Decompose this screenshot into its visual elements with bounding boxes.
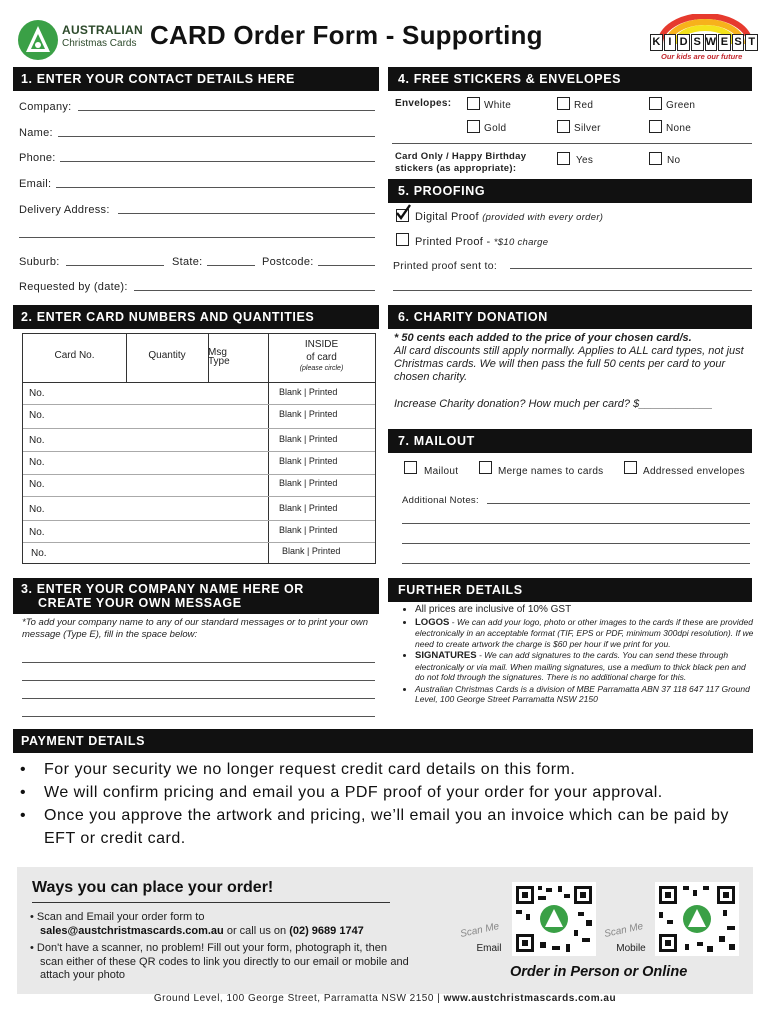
section-3-note: *To add your company name to any of our standard messages or to print your own message (Type E), fill in the space below: — [22, 617, 369, 640]
email-field[interactable] — [56, 187, 375, 188]
order-in-person-text: Order in Person or Online — [510, 964, 688, 980]
additional-notes-label: Additional Notes: — [402, 495, 479, 506]
stickers-label-1: Card Only / Happy Birthday — [395, 151, 527, 162]
scan-me-label: Scan Me — [459, 921, 501, 940]
charity-bold-line: * 50 cents each added to the price of your chosen card/s. — [394, 332, 692, 344]
col-type: Type — [208, 356, 230, 367]
postcode-label: Postcode: — [262, 256, 314, 268]
further-item: • Australian Christmas Cards is a division of MBE Parramatta ABN 37 118 647 117 Ground Level, 100 George Street Parramatta NSW 2150 — [415, 684, 755, 705]
further-item: • SIGNATURES - We can add signatures to the cards. You can send these through electronically or via mail. When mailing signatures, use a medium to thick black pen and do not fold through the signatures. There is no additional charge for this. — [415, 650, 755, 683]
kidswest-letter: W — [705, 34, 718, 51]
qr-mobile-label: Mobile — [616, 943, 646, 954]
digital-proof-text: Digital Proof — [415, 211, 479, 223]
section-2-header: 2. ENTER CARD NUMBERS AND QUANTITIES — [13, 305, 379, 329]
notes-line-2[interactable] — [402, 523, 750, 524]
requested-by-field[interactable] — [134, 290, 375, 291]
envelope-green-checkbox[interactable] — [649, 97, 662, 110]
kidswest-letter: S — [732, 34, 745, 51]
section-4-header: 4. FREE STICKERS & ENVELOPES — [388, 67, 752, 91]
ways-divider — [32, 902, 390, 903]
col-msg: Msg — [208, 347, 227, 358]
qr-email-label: Email — [476, 943, 502, 954]
col-card-no: Card No. — [54, 350, 95, 361]
qr-code-email-icon[interactable] — [512, 882, 596, 956]
envelope-green-label: Green — [666, 100, 696, 111]
row-inside-choice[interactable]: Blank | Printed — [279, 478, 338, 488]
logo-line-2: Christmas Cards — [62, 38, 137, 49]
section-1-header: 1. ENTER YOUR CONTACT DETAILS HERE — [13, 67, 379, 91]
proof-sent-to-field-2[interactable] — [393, 290, 752, 291]
addressed-envelopes-checkbox[interactable] — [624, 461, 637, 474]
message-line-3[interactable] — [22, 698, 375, 699]
stickers-label-2: stickers (as appropriate): — [395, 163, 517, 174]
payment-details-list — [20, 758, 750, 850]
kidswest-letter: D — [677, 34, 690, 51]
envelope-red-checkbox[interactable] — [557, 97, 570, 110]
requested-by-label: Requested by (date): — [19, 281, 128, 293]
row-label: No. — [29, 504, 45, 515]
row-inside-choice[interactable]: Blank | Printed — [279, 387, 338, 397]
page-title: CARD Order Form - Supporting — [150, 20, 543, 50]
stickers-yes-checkbox[interactable] — [557, 152, 570, 165]
stickers-yes-label: Yes — [576, 155, 594, 166]
company-logo-icon — [17, 19, 59, 61]
row-label: No. — [29, 479, 45, 490]
further-item: • LOGOS - We can add your logo, photo or other images to the cards if these are provided electronically in an acceptable format (TIF, EPS or PDF, minimum 300dpi resolution). If we need to create artwork the charge is $60 per hour if we print for you. — [415, 617, 755, 650]
printed-proof-label — [415, 236, 548, 248]
payment-item: • For your security we no longer request credit card details on this form. — [20, 761, 576, 778]
ways-title: Ways you can place your order! — [32, 879, 274, 896]
col-quantity: Quantity — [148, 350, 186, 361]
envelope-silver-checkbox[interactable] — [557, 120, 570, 133]
further-item: • All prices are inclusive of 10% GST — [415, 604, 755, 616]
kidswest-letter: E — [718, 34, 731, 51]
payment-details-header: PAYMENT DETAILS — [13, 729, 753, 753]
section-3-header — [13, 578, 379, 614]
notes-line-1[interactable] — [487, 503, 750, 504]
delivery-address-field[interactable] — [118, 213, 375, 214]
row-label: No. — [29, 410, 45, 421]
delivery-address-field-2[interactable] — [19, 237, 375, 238]
row-inside-choice[interactable]: Blank | Printed — [279, 456, 338, 466]
envelope-white-label: White — [484, 100, 512, 111]
website-link[interactable]: www.austchristmascards.com.au — [443, 993, 617, 1004]
col-inside-sub: of card — [306, 352, 337, 363]
footer — [0, 993, 770, 1004]
digital-proof-note: (provided with every order) — [482, 212, 604, 223]
ways-item-photo: • Don't have a scanner, no problem! Fill out your form, photograph it, then scan either of these QR codes to link you directly to our email or mobile and attach your photo — [30, 942, 409, 981]
name-label: Name: — [19, 127, 53, 139]
merge-names-label: Merge names to cards — [498, 466, 604, 477]
kidswest-letter: T — [745, 34, 758, 51]
col-inside: INSIDE — [304, 339, 339, 350]
envelope-gold-label: Gold — [484, 123, 507, 134]
notes-line-4[interactable] — [402, 563, 750, 564]
printed-proof-text: Printed Proof - — [415, 236, 494, 248]
row-label: No. — [31, 548, 47, 559]
email-label: Email: — [19, 178, 52, 190]
col-inside-note: (please circle) — [299, 365, 344, 372]
addressed-envelopes-label: Addressed envelopes — [643, 466, 745, 477]
printed-proof-checkbox[interactable] — [396, 233, 409, 246]
envelope-white-checkbox[interactable] — [467, 97, 480, 110]
payment-item: • Once you approve the artwork and pricing, we’ll email you an invoice which can be paid by EFT or credit card. — [20, 807, 729, 847]
envelope-gold-checkbox[interactable] — [467, 120, 480, 133]
scan-me-label: Scan Me — [603, 921, 645, 940]
logo-line-1: AUSTRALIAN — [62, 23, 143, 37]
message-line-1[interactable] — [22, 662, 375, 663]
section-7-header: 7. MAILOUT — [388, 429, 752, 453]
checkmark-icon — [394, 203, 412, 221]
row-label: No. — [29, 527, 45, 538]
state-label: State: — [172, 256, 203, 268]
charity-description — [394, 332, 754, 384]
payment-item: • We will confirm pricing and email you a PDF proof of your order for your approval. — [20, 784, 663, 801]
name-field[interactable] — [58, 136, 375, 137]
section-3-title-2: CREATE YOUR OWN MESSAGE — [38, 596, 242, 610]
row-inside-choice[interactable]: Blank | Printed — [282, 546, 341, 556]
message-line-2[interactable] — [22, 680, 375, 681]
row-inside-choice[interactable]: Blank | Printed — [279, 525, 338, 535]
kidswest-logo — [650, 34, 758, 51]
qr-code-mobile-icon[interactable] — [655, 882, 739, 956]
further-details-list — [405, 604, 755, 706]
notes-line-3[interactable] — [402, 543, 750, 544]
order-email-link[interactable]: sales@austchristmascards.com.au — [40, 924, 224, 937]
message-line-4[interactable] — [22, 716, 375, 717]
kidswest-letter: I — [664, 34, 677, 51]
proof-sent-to-field[interactable] — [510, 268, 752, 269]
card-quantities-table — [22, 333, 376, 564]
company-label: Company: — [19, 101, 72, 113]
delivery-address-label: Delivery Address: — [19, 204, 110, 216]
stickers-no-label: No — [667, 155, 681, 166]
phone-label: Phone: — [19, 152, 56, 164]
envelopes-label: Envelopes: — [395, 98, 452, 109]
divider — [392, 143, 752, 144]
mailout-label: Mailout — [424, 466, 459, 477]
proof-sent-to-label: Printed proof sent to: — [393, 260, 498, 272]
further-details-header: FURTHER DETAILS — [388, 578, 752, 602]
printed-proof-note: *$10 charge — [493, 237, 549, 248]
section-5-header: 5. PROOFING — [388, 179, 752, 203]
charity-text: All card discounts still apply normally. Applies to ALL card types, not just Christmas cards. We will then pass the full 50 cents per card to your chosen charity. — [394, 345, 744, 383]
kidswest-letter: K — [650, 34, 663, 51]
digital-proof-label — [415, 211, 603, 223]
footer-address: Ground Level, 100 George Street, Parramatta NSW 2150 | — [153, 993, 444, 1004]
order-phone[interactable]: (02) 9689 1747 — [289, 924, 364, 937]
postcode-field[interactable] — [318, 265, 375, 266]
stickers-no-checkbox[interactable] — [649, 152, 662, 165]
suburb-field[interactable] — [66, 265, 164, 266]
merge-names-checkbox[interactable] — [479, 461, 492, 474]
row-inside-choice[interactable]: Blank | Printed — [279, 503, 338, 513]
row-inside-choice[interactable]: Blank | Printed — [279, 434, 338, 444]
ways-item-scan-email: • Scan and Email your order form to sales@austchristmascards.com.au or call us on (02) 9689 1747 — [30, 911, 364, 937]
envelope-none-checkbox[interactable] — [649, 120, 662, 133]
envelope-red-label: Red — [574, 100, 594, 111]
kidswest-tagline: Our kids are our future — [661, 52, 743, 61]
row-label: No. — [29, 457, 45, 468]
section-6-header: 6. CHARITY DONATION — [388, 305, 752, 329]
kidswest-letter: S — [691, 34, 704, 51]
state-field[interactable] — [207, 265, 255, 266]
section-3-title-1: 3. ENTER YOUR COMPANY NAME HERE OR — [21, 582, 304, 596]
charity-increase-field[interactable]: Increase Charity donation? How much per card? $____________ — [394, 398, 713, 410]
envelope-none-label: None — [666, 123, 692, 134]
row-label: No. — [29, 388, 45, 399]
company-field[interactable] — [78, 110, 375, 111]
mailout-checkbox[interactable] — [404, 461, 417, 474]
row-inside-choice[interactable]: Blank | Printed — [279, 409, 338, 419]
row-label: No. — [29, 435, 45, 446]
suburb-label: Suburb: — [19, 256, 60, 268]
phone-field[interactable] — [60, 161, 375, 162]
envelope-silver-label: Silver — [574, 123, 601, 134]
